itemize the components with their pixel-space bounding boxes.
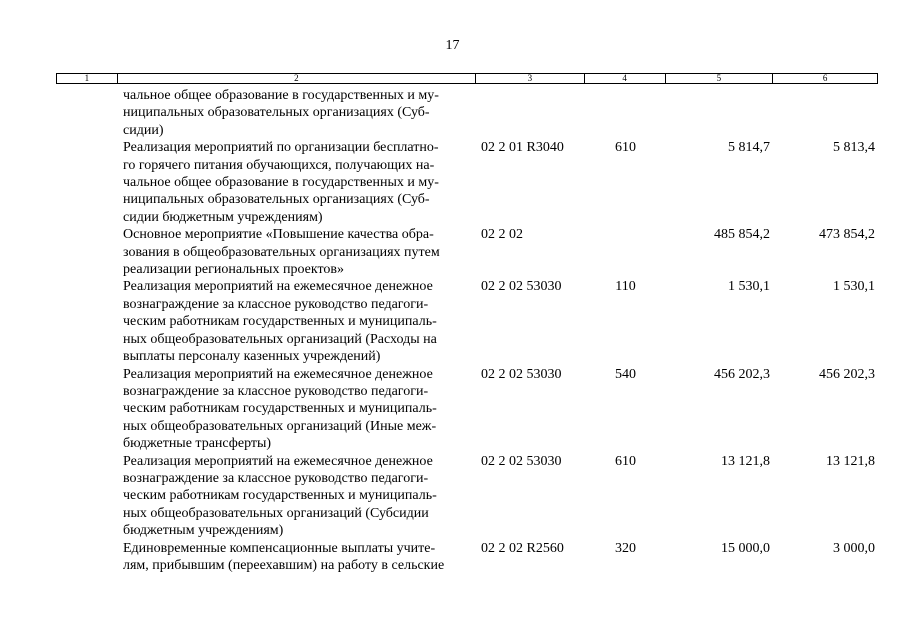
expense-type-cell: 610 — [615, 140, 636, 156]
budget-code-cell: 02 2 02 53030 — [481, 366, 562, 382]
amount-col6-cell: 1 530,1 — [833, 279, 875, 295]
table-row — [56, 453, 878, 540]
table-row — [56, 87, 878, 139]
budget-code-cell: 02 2 02 53030 — [481, 279, 562, 295]
budget-code-cell: 02 2 02 R2560 — [481, 540, 564, 556]
column-header-3: 3 — [476, 74, 585, 83]
expense-type-cell: 610 — [615, 453, 636, 469]
column-header-5: 5 — [666, 74, 774, 83]
amount-col5-cell: 15 000,0 — [721, 540, 770, 556]
table-row — [56, 540, 878, 575]
table-header-row — [56, 73, 878, 84]
table-row — [56, 226, 878, 278]
page-number: 17 — [445, 38, 460, 53]
description-cell: Основное мероприятие «Повышение качества обра- зования в общеобразовательных организациях путем реализации региональных проектов» — [123, 227, 440, 278]
amount-col6-cell: 3 000,0 — [833, 540, 875, 556]
table-row — [56, 139, 878, 226]
amount-col5-cell: 5 814,7 — [728, 140, 770, 156]
amount-col5-cell: 13 121,8 — [721, 453, 770, 469]
amount-col6-cell: 456 202,3 — [819, 366, 875, 382]
amount-col5-cell: 485 854,2 — [714, 227, 770, 243]
expense-type-cell: 320 — [615, 540, 636, 556]
budget-code-cell: 02 2 02 53030 — [481, 453, 562, 469]
column-header-6: 6 — [822, 73, 828, 83]
description-cell: Реализация мероприятий на ежемесячное денежное вознаграждение за классное руководство педагоги- ческим работникам государственных и муниципаль- ных общеобразовательных организаций (Субсидии бюджетным учреждениям) — [123, 453, 437, 539]
description-cell: Реализация мероприятий на ежемесячное денежное вознаграждение за классное руководство педагоги- ческим работникам государственных и муниципаль- ных общеобразовательных организаций (Иные меж- бюджетные трансферты) — [123, 366, 437, 452]
table-body — [56, 87, 878, 574]
column-header-2: 2 — [118, 74, 476, 83]
amount-col5-cell: 456 202,3 — [714, 366, 770, 382]
description-cell: чальное общее образование в государственных и му- ниципальных образовательных организациях (Суб- сидии) — [123, 88, 439, 138]
description-cell: Реализация мероприятий на ежемесячное денежное вознаграждение за классное руководство педагоги- ческим работникам государственных и муниципаль- ных общеобразовательных организаций (Расходы на выплаты персоналу казенных учреждений) — [123, 279, 437, 365]
expense-type-cell: 110 — [615, 279, 636, 295]
column-header-4: 4 — [585, 74, 666, 83]
description-cell: Реализация мероприятий по организации бесплатно- го горячего питания обучающихся, получающих на- чальное общее образование в государственных и му- ниципальных образовательных организациях (Суб- сидии бюджетным учреждениям) — [123, 140, 439, 225]
budget-code-cell: 02 2 02 — [481, 227, 523, 243]
table-row — [56, 278, 878, 365]
amount-col6-cell: 473 854,2 — [819, 227, 875, 243]
amount-col6-cell: 13 121,8 — [826, 453, 875, 469]
amount-col5-cell: 1 530,1 — [728, 279, 770, 295]
table-row — [56, 366, 878, 453]
amount-col6-cell: 5 813,4 — [833, 140, 875, 156]
budget-code-cell: 02 2 01 R3040 — [481, 140, 564, 156]
description-cell: Единовременные компенсационные выплаты учите- лям, прибывшим (переехавшим) на работу в сельские — [123, 540, 445, 573]
column-header-1: 1 — [57, 74, 118, 83]
expense-type-cell: 540 — [615, 366, 636, 382]
